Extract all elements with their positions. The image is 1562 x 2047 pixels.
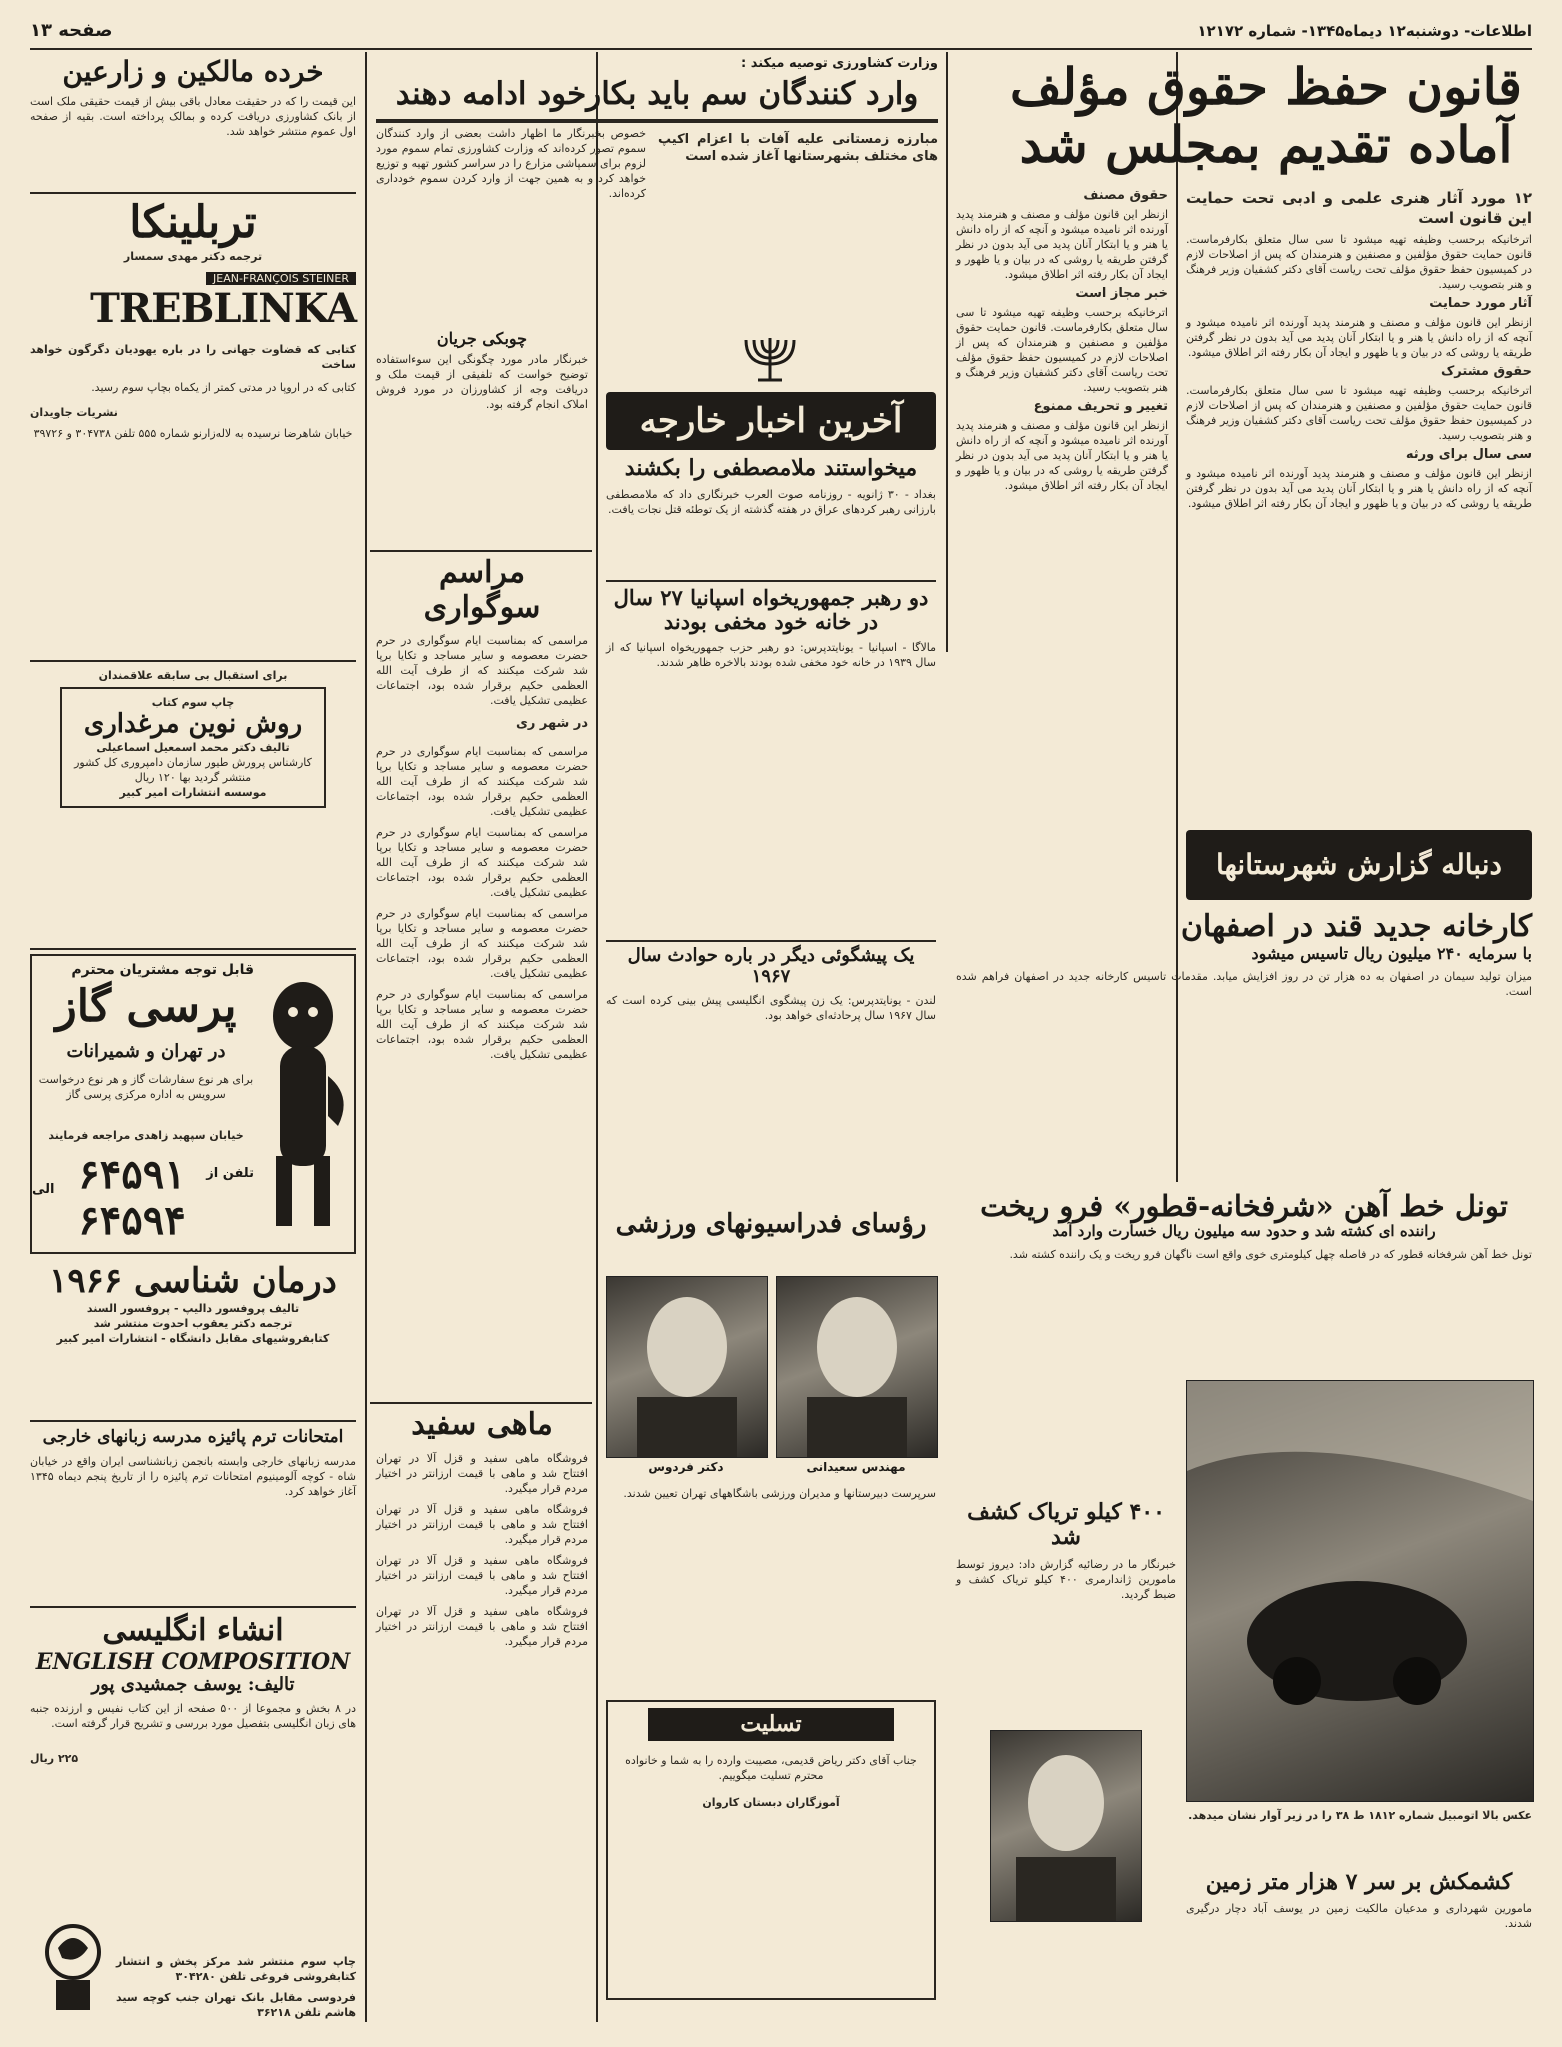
provinces-headline: کارخانه جدید قند در اصفهان — [1180, 909, 1532, 944]
copyright-sub-3: سی سال برای ورثه — [1405, 447, 1532, 462]
tunnel-headline: تونل خط آهن «شرفخانه-قطور» فرو ریخت — [980, 1189, 1508, 1223]
foreign-story-2-headline: دو رهبر جمهوریخواه اسپانیا ۲۷ سال در خانه خود مخفی بودند — [613, 585, 929, 635]
farmers-kicker: وزارت کشاورزی توصیه میکند : — [740, 56, 938, 71]
copyright-col-1 — [1186, 188, 1532, 515]
foreign-story-3 — [606, 946, 936, 1023]
copyright-headline: قانون حفظ حقوق مؤلف آماده تقدیم بمجلس شد — [1010, 57, 1522, 174]
mid-rule-1 — [370, 550, 592, 552]
gas-phone-2: ۶۴۵۹۴ — [78, 1197, 186, 1244]
sports-photo-2-caption: دکتر فردوس — [648, 1460, 724, 1474]
book-ad-box — [60, 687, 326, 808]
provinces-story — [956, 910, 1532, 999]
gas-phone-1: ۶۴۵۹۱ — [78, 1151, 186, 1198]
book-ad-author: تالیف دکتر محمد اسمعیل اسماعیلی — [96, 740, 290, 754]
foreign-rule-1 — [606, 580, 936, 582]
scholarship-body: مدرسه زبانهای خارجی وابسته بانجمن زبانشناسی ایران واقع در خیابان شاه - کوچه آلومینیوم امتحانات ترم پائیزه را از تاریخ پنجم دیماه ۱۳۴۵ آغاز خواهد کرد. — [30, 1454, 356, 1498]
condolence-box — [606, 1700, 936, 2000]
gas-phone-to: الی — [32, 1182, 55, 1197]
white-fish-body-2: فروشگاه ماهی سفید و قزل آلا در تهران افتتاح شد و ماهی با قیمت ارزانتر در اختیار مردم قرار میگیرد. — [376, 1502, 588, 1546]
mourning-body: مراسمی که بمناسبت ایام سوگواری در حرم حضرت معصومه و سایر مساجد و تکایا برپا شد شرکت میکنند که از طرف آیت الله العظمی حکیم برقرار شده بود، اجتماعات عظیمی تشکیل یافت. — [376, 634, 588, 707]
condolence-title: تسلیت — [648, 1708, 894, 1741]
copyright-body-7: ازنظر این قانون مؤلف و مصنف و هنرمند پدید آورنده اثر نامیده میشود و آنچه که از راه دانش یا هنر و یا ابتکار آنان پدید می آید بدون در نظر گرفتن طریقه یا روشی که در بیان و یا ظهور و ایجاد آن بکار رفته اثر اطلاق میشود. — [956, 419, 1168, 492]
copyright-story — [1000, 56, 1532, 183]
gas-body: برای هر نوع سفارشات گاز و هر نوع درخواست سرویس به اداره مرکزی پرسی گاز — [38, 1073, 254, 1101]
mid-rule-2 — [370, 1402, 592, 1404]
chugini-story — [376, 330, 588, 412]
chugini-body: خبرنگار مادر مورد چگونگی این سوءاستفاده توضیح خواست که تلفیقی از قیمت ملک و دریافت وجه از کشاورزان در مورد فروش املاک انجام گرفته بود. — [376, 353, 588, 412]
psychotherapy-translator: ترجمه دکتر یعقوب احدوت منتشر شد — [93, 1317, 293, 1331]
small-landowners-body: این قیمت را که در حقیقت معادل باقی بیش از قیمت حقیقی ملک است از بانک کشاورزی دریافت کرده و بمالک پرداخته است. بقیه از صفحه اول عموم منتشر خواهد شد. — [30, 95, 356, 139]
sports-photo-2 — [606, 1276, 768, 1458]
treblinka-address: خیابان شاهرضا نرسیده به لاله‌زارنو شماره ۵۵۵ تلفن ۳۰۴۷۳۸ و ۳۹۷۲۶ — [33, 426, 353, 440]
farmers-bullet: مبارزه زمستانی علیه آفات با اعزام اکیپ های مختلف بشهرستانها آغاز شده است — [658, 131, 938, 164]
mourning-story — [376, 556, 588, 1062]
column-rule-2 — [946, 52, 948, 652]
foreign-story-1-body: بغداد - ۳۰ ژانویه - روزنامه صوت العرب خبرنگاری داد که ملامصطفی بارزانی رهبر کردهای عراق در هفته گذشته از یک توطئه قتل نجات یافت. — [606, 488, 936, 517]
white-fish-story — [376, 1408, 588, 1649]
column-rule-3 — [596, 52, 598, 2022]
column-rule-1 — [1176, 52, 1178, 1182]
gas-phone-label: تلفن از — [206, 1166, 254, 1181]
foreign-story-2-body: مالاگا - اسپانیا - یونایتدپرس: دو رهبر حزب جمهوریخواه اسپانیا که از سال ۱۹۳۹ در خانه خود مخفی شده بودند بالاخره ظاهر شدند. — [606, 641, 936, 670]
copyright-sub-1: آثار مورد حمایت — [1429, 296, 1532, 311]
white-fish-headline: ماهی سفید — [411, 1407, 553, 1442]
globe-logo-icon — [38, 1918, 108, 2014]
english-comp-distributor: چاپ سوم منتشر شد مرکز پخش و انتشار کتابفروشی فروغی تلفن ۳۰۴۲۸۰ — [116, 1955, 356, 1983]
english-comp-address: فردوسی مقابل بانک تهران جنب کوچه سید هاشم تلفن ۳۶۲۱۸ — [116, 1991, 356, 2019]
treblinka-publisher: نشریات جاویدان — [30, 405, 118, 419]
tunnel-body: تونل خط آهن شرفخانه قطور که در فاصله چهل کیلومتری خوی واقع است ناگهان فرو ریخت و یک راننده کشته شد. — [1009, 1247, 1532, 1261]
opium-body: خبرنگار ما در رضائیه گزارش داد: دیروز توسط مامورین ژاندارمری ۴۰۰ کیلو تریاک کشف و ضبط گردید. — [956, 1557, 1176, 1601]
menorah-icon — [740, 330, 800, 386]
provinces-sub: با سرمایه ۲۴۰ میلیون ریال تاسیس میشود — [1251, 943, 1532, 963]
chugini-headline: چوبکی جریان — [436, 329, 528, 348]
gas-brand: پرسی گاز — [55, 981, 237, 1032]
foreign-news-banner-text: آخرین اخبار خارجه — [639, 401, 903, 441]
land-dispute-body: مامورین شهرداری و مدعیان مالکیت زمین در یوسف آباد دچار درگیری شدند. — [1186, 1902, 1532, 1931]
scholarship-headline: امتحانات ترم پائیزه مدرسه زبانهای خارجی — [42, 1427, 344, 1447]
left-rule-3 — [30, 948, 356, 950]
foreign-story-2 — [606, 586, 936, 670]
treblinka-title-en: TREBLINKA — [90, 284, 356, 332]
white-fish-body-3: فروشگاه ماهی سفید و قزل آلا در تهران افتتاح شد و ماهی با قیمت ارزانتر در اختیار مردم قرار میگیرد. — [376, 1553, 588, 1597]
small-landowners — [30, 56, 356, 139]
white-fish-body-4: فروشگاه ماهی سفید و قزل آلا در تهران افتتاح شد و ماهی با قیمت ارزانتر در اختیار مردم قرار میگیرد. — [376, 1604, 588, 1648]
treblinka-ad — [30, 198, 356, 558]
english-comp-title-en: ENGLISH COMPOSITION — [35, 1648, 351, 1675]
book-ad — [30, 668, 356, 812]
english-comp-title-fa: انشاء انگلیسی — [102, 1613, 284, 1648]
opium-story — [956, 1500, 1176, 1602]
copyright-body-3: اترخانیکه برحسب وظیفه تهیه میشود تا سی سال متعلق بکارفرماست. قانون حمایت حقوق مؤلفین و مصنفین و هنرمندان که پس از اصلاحات لازم در کمیسیون حفظ حقوق مؤلف تحت ریاست آقای دکتر کشفیان وزیر فرهنگ و هنر بتصویب رسید. — [1186, 384, 1532, 442]
left-rule-4 — [30, 1420, 356, 1422]
copyright-body-6: اترخانیکه برحسب وظیفه تهیه میشود تا سی سال متعلق بکارفرماست. قانون حمایت حقوق مؤلفین و مصنفین و هنرمندان که پس از اصلاحات لازم در کمیسیون حفظ حقوق مؤلف تحت ریاست آقای دکتر کشفیان وزیر فرهنگ و هنر بتصویب رسید. — [956, 306, 1168, 394]
copyright-body-2: ازنظر این قانون مؤلف و مصنف و هنرمند پدید آورنده اثر نامیده میشود و آنچه که از راه دانش یا هنر و یا ابتکار آنان پدید می آید بدون در نظر گرفتن طریقه یا روشی که در بیان و یا ظهور و ایجاد آن بکار رفته اثر اطلاق میشود. — [1186, 316, 1532, 359]
copyright-sub-4: حقوق مصنف — [1083, 188, 1168, 203]
small-landowners-headline: خرده مالکین و زارعین — [62, 55, 324, 88]
left-rule-2 — [30, 660, 356, 662]
page-number: صفحه ۱۳ — [30, 20, 113, 41]
gas-notice: قابل توجه مشتریان محترم — [71, 962, 254, 978]
foreign-story-1-headline: میخواستند ملامصطفی را بکشند — [624, 455, 918, 481]
portrait-photo — [990, 1730, 1142, 1922]
opium-headline: ۴۰۰ کیلو تریاک کشف شد — [967, 1499, 1165, 1551]
left-rule-1 — [30, 192, 356, 194]
english-comp-price: ۲۲۵ ریال — [30, 1752, 79, 1766]
tunnel-photo — [1186, 1380, 1534, 1802]
foreign-story-3-body: لندن - یونایتدپرس: یک زن پیشگوی انگلیسی پیش بینی کرده است که سال ۱۹۶۷ سال پرحادثه‌ای خواهد بود. — [606, 994, 936, 1023]
treblinka-author-en: JEAN-FRANÇOIS STEINER — [206, 272, 356, 285]
land-dispute-headline: کشمکش بر سر ۷ هزار متر زمین — [1205, 1869, 1513, 1895]
book-ad-line3: کارشناس پرورش طیور سازمان دامپروری کل کشور منتشر گردید بها ۱۲۰ ریال — [74, 755, 312, 784]
paper-info: اطلاعات- دوشنبه۱۲ دیماه۱۳۴۵- شماره ۱۲۱۷۲ — [1197, 22, 1532, 40]
tunnel-story — [956, 1190, 1532, 1262]
farmers-body: خصوص بخبرنگار ما اظهار داشت بعضی از وارد کنندگان سموم تصور کرده‌اند که وزارت کشاورزی تمام سموم مورد لزوم برای سمپاشی مزارع را در سراسر کشور تهیه و توزیع خواهد کرد و به همین جهت از وارد کردن سموم خودداری کرده‌اند. — [376, 127, 646, 200]
white-fish-body: فروشگاه ماهی سفید و قزل آلا در تهران افتتاح شد و ماهی با قیمت ارزانتر در اختیار مردم قرار میگیرد. — [376, 1451, 588, 1495]
sports-story — [606, 1210, 936, 1240]
english-comp-author: تالیف: یوسف جمشیدی پور — [91, 1673, 295, 1695]
masthead-rule — [30, 48, 1532, 50]
book-ad-title: روش نوین مرغداری — [83, 709, 303, 739]
treblinka-desc-1: کتابی که قضاوت جهانی را در باره یهودیان دگرگون خواهد ساخت — [30, 342, 356, 371]
sports-photo-1-caption: مهندس سعیدانی — [806, 1460, 906, 1474]
provinces-banner-text: دنباله گزارش شهرستانها — [1215, 848, 1503, 881]
foreign-story-3-headline: یک پیشگوئی دیگر در باره حوادث سال ۱۹۶۷ — [627, 945, 915, 987]
copyright-sub-6: تغییر و تحریف ممنوع — [1033, 399, 1168, 414]
mourning-body-4: مراسمی که بمناسبت ایام سوگواری در حرم حضرت معصومه و سایر مساجد و تکایا برپا شد شرکت میکنند که از طرف آیت الله العظمی حکیم برقرار شده بود، اجتماعات عظیمی تشکیل یافت. — [376, 907, 588, 980]
book-ad-line1: برای استقبال بی سابقه علاقمندان — [98, 669, 288, 682]
copyright-sub-2: حقوق مشترک — [1440, 364, 1532, 379]
farmers-headline: وارد کنندگان سم باید بکارخود ادامه دهند — [376, 71, 938, 123]
tunnel-sub: راننده ای کشته شد و حدود سه میلیون ریال خسارت وارد آمد — [1052, 1222, 1436, 1241]
scholarship-notice — [30, 1428, 356, 1499]
tunnel-photo-caption: عکس بالا اتومبیل شماره ۱۸۱۲ ط ۳۸ را در زیر آوار نشان میدهد. — [1188, 1809, 1532, 1822]
psychotherapy-stores: کتابفروشیهای مقابل دانشگاه - انتشارات امیر کبیر — [56, 1332, 330, 1346]
condolence-signature: آموزگاران دبستان کاروان — [702, 1796, 840, 1810]
book-ad-publisher: موسسه انتشارات امیر کبیر — [119, 785, 267, 799]
sports-headline: رؤسای فدراسیونهای ورزشی — [615, 1209, 927, 1239]
english-comp-body: در ۸ بخش و مجموعا از ۵۰۰ صفحه از این کتاب نفیس و ارزنده جنبه های زبان انگلیسی بتفصیل مورد بررسی و تشریح قرار گرفته است. — [30, 1702, 356, 1731]
copyright-bullet: ۱۲ مورد آثار هنری علمی و ادبی تحت حمایت این قانون است — [1186, 189, 1532, 227]
mourning-headline: مراسم سوگواری — [423, 555, 541, 625]
psychotherapy-title: درمان شناسی ۱۹۶۶ — [49, 1261, 337, 1301]
farmers-story — [376, 56, 938, 200]
foreign-news-banner — [606, 392, 936, 450]
copyright-sub-5: خبر مجاز است — [1075, 286, 1168, 301]
psychotherapy-ad — [30, 1262, 356, 1346]
condolence-body: جناب آقای دکتر ریاض قدیمی، مصیبت وارده را به شما و خانواده محترم تسلیت میگوییم. — [625, 1754, 917, 1783]
foreign-rule-2 — [606, 940, 936, 942]
land-dispute-story — [1186, 1870, 1532, 1931]
column-rule-4 — [365, 52, 367, 2022]
sports-photo-1 — [776, 1276, 938, 1458]
treblinka-translator: ترجمه دکتر مهدی سمسار — [123, 249, 263, 263]
sports-body: سرپرست دبیرستانها و مدیران ورزشی باشگاههای تهران تعیین شدند. — [623, 1487, 936, 1500]
masthead — [30, 18, 1532, 46]
gas-ad — [30, 954, 356, 1254]
psychotherapy-authors: تالیف پروفسور دالیپ - پروفسور السند — [86, 1302, 300, 1316]
treblinka-title-fa: تربلینکا — [129, 197, 257, 248]
provinces-body: میزان تولید سیمان در اصفهان به ده هزار تن در روز افزایش میابد. مقدمات تاسیس کارخانه جدید در اصفهان فراهم شده است. — [956, 969, 1532, 998]
mourning-sub-1: در شهر ری — [515, 716, 588, 731]
gas-address: خیابان سپهبد زاهدی مراجعه فرمایند — [48, 1129, 244, 1142]
english-comp-ad — [30, 1614, 356, 2024]
copyright-body-5: ازنظر این قانون مؤلف و مصنف و هنرمند پدید آورنده اثر نامیده میشود و آنچه که از راه دانش یا هنر و یا ابتکار آنان پدید می آید بدون در نظر گرفتن طریقه یا روشی که در بیان و یا ظهور و ایجاد آن بکار رفته اثر اطلاق میشود. — [956, 208, 1168, 281]
treblinka-desc-2: کتابی که در اروپا در مدتی کمتر از یکماه بچاپ سوم رسید. — [91, 380, 356, 394]
left-rule-5 — [30, 1606, 356, 1608]
book-ad-line2: چاپ سوم کتاب — [151, 696, 235, 709]
copyright-col-2 — [956, 188, 1168, 497]
provinces-banner — [1186, 830, 1532, 900]
mourning-body-3: مراسمی که بمناسبت ایام سوگواری در حرم حضرت معصومه و سایر مساجد و تکایا برپا شد شرکت میکنند که از طرف آیت الله العظمی حکیم برقرار شده بود، اجتماعات عظیمی تشکیل یافت. — [376, 826, 588, 899]
mourning-body-5: مراسمی که بمناسبت ایام سوگواری در حرم حضرت معصومه و سایر مساجد و تکایا برپا شد شرکت میکنند که از طرف آیت الله العظمی حکیم برقرار شده بود، اجتماعات عظیمی تشکیل یافت. — [376, 988, 588, 1061]
gas-mascot-icon — [258, 976, 348, 1236]
mourning-body-2: مراسمی که بمناسبت ایام سوگواری در حرم حضرت معصومه و سایر مساجد و تکایا برپا شد شرکت میکنند که از طرف آیت الله العظمی حکیم برقرار شده بود، اجتماعات عظیمی تشکیل یافت. — [376, 745, 588, 818]
gas-cities: در تهران و شمیرانات — [66, 1041, 226, 1062]
foreign-story-1 — [606, 456, 936, 517]
copyright-body-1: اترخانیکه برحسب وظیفه تهیه میشود تا سی سال متعلق بکارفرماست. قانون حمایت حقوق مؤلفین و مصنفین و هنرمندان که پس از اصلاحات لازم در کمیسیون حفظ حقوق مؤلف تحت ریاست آقای دکتر کشفیان وزیر فرهنگ و هنر بتصویب رسید. — [1186, 233, 1532, 291]
copyright-body-4: ازنظر این قانون مؤلف و مصنف و هنرمند پدید آورنده اثر نامیده میشود و آنچه که از راه دانش یا هنر و یا ابتکار آنان پدید می آید بدون در نظر گرفتن طریقه یا روشی که در بیان و یا ظهور و ایجاد آن بکار رفته اثر اطلاق میشود. — [1186, 467, 1532, 510]
